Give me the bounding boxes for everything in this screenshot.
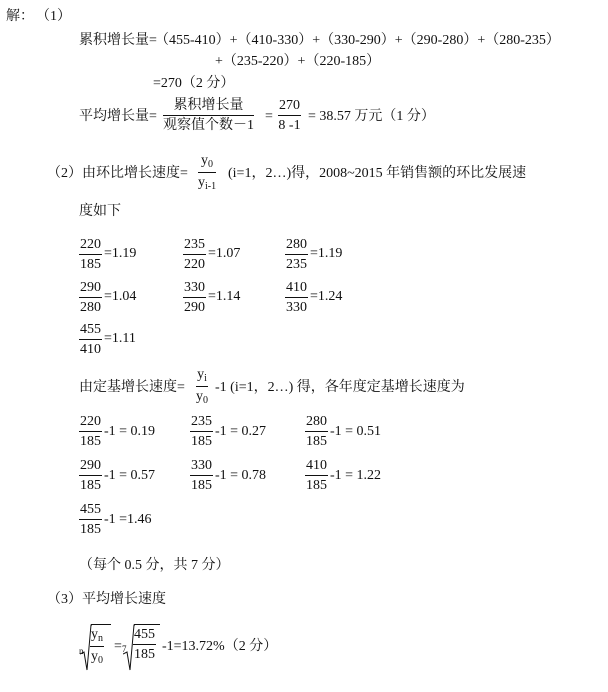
fraction-numerator: 330 [183, 281, 206, 298]
fraction-numerator: $y_0$ [198, 154, 216, 173]
fixed-base-intro-label: 由定基增长速度= [79, 380, 185, 395]
fixed-base-fraction [190, 415, 213, 449]
fixed-base-value: -1 = 0.78 [215, 468, 267, 483]
fixed-base-fraction [79, 503, 102, 537]
fraction-denominator: 观察值个数－1 [163, 118, 254, 133]
fixed-base-intro-tail: -1 (i=1，2…) 得，各年度定基增长速度为 [215, 380, 465, 395]
cumulative-growth-expression-1: （455-410）+（410-330）+（330-290）+（290-280）+（280-235） [155, 33, 560, 48]
fixed-base-value: -1 =1.46 [104, 512, 152, 527]
solution-label: 解： [6, 9, 34, 24]
fraction-numerator: 220 [79, 415, 102, 432]
radical-bar [134, 624, 160, 625]
fraction-numerator: 280 [305, 415, 328, 432]
average-growth-value-fraction [278, 99, 301, 133]
fraction-numerator: 270 [278, 99, 301, 116]
fraction-denominator: 185 [191, 434, 212, 449]
chain-ratio-formula-fraction [198, 154, 216, 192]
chain-ratio-value: =1.07 [208, 246, 241, 261]
fraction-denominator: $y_{i-1}$ [198, 175, 217, 192]
score-note: （每个 0.5 分，共 7 分） [79, 558, 230, 573]
fixed-base-fraction [79, 459, 102, 493]
cumulative-growth-label: 累积增长量= [79, 33, 157, 48]
chain-ratio-value: =1.19 [310, 246, 343, 261]
chain-ratio-fraction [183, 238, 206, 272]
chain-ratio-fraction [183, 281, 206, 315]
root-index-7: 7 [122, 644, 127, 654]
average-growth-rate-result: -1=13.72%（2 分） [162, 639, 278, 654]
fixed-base-value: -1 = 0.27 [215, 424, 267, 439]
fraction-denominator: 235 [286, 257, 307, 272]
cumulative-growth-expression-2: +（235-220）+（220-185） [215, 54, 381, 69]
fraction-numerator: 280 [285, 238, 308, 255]
fraction-numerator: 455 [133, 628, 156, 645]
fraction-denominator: 185 [80, 522, 101, 537]
chain-ratio-fraction [285, 281, 308, 315]
fraction-numerator: $y_i$ [196, 368, 208, 387]
fraction-numerator: 290 [79, 459, 102, 476]
radical-bar [91, 624, 111, 625]
fraction-numerator: 290 [79, 281, 102, 298]
fraction-denominator: 185 [306, 478, 327, 493]
cumulative-growth-result: =270（2 分） [153, 76, 235, 91]
part2-intro-line2: 度如下 [79, 204, 121, 219]
fraction-denominator: 185 [80, 478, 101, 493]
fixed-base-value: -1 = 1.22 [330, 468, 382, 483]
chain-ratio-fraction [79, 238, 102, 272]
fixed-base-fraction [305, 459, 328, 493]
chain-ratio-fraction [285, 238, 308, 272]
fraction-numerator: 累积增长量 [163, 99, 254, 116]
fixed-base-value: -1 = 0.19 [104, 424, 156, 439]
fraction-numerator: 235 [190, 415, 213, 432]
fraction-denominator: 8 -1 [278, 118, 301, 133]
fraction-numerator: 410 [285, 281, 308, 298]
fraction-numerator: 330 [190, 459, 213, 476]
fraction-numerator: $y_n$ [90, 628, 104, 647]
fixed-base-fraction [79, 415, 102, 449]
chain-ratio-fraction [79, 281, 102, 315]
part1-label: （1） [36, 9, 71, 24]
average-growth-formula-fraction [163, 99, 254, 133]
chain-ratio-value: =1.11 [104, 331, 136, 346]
fixed-base-value: -1 = 0.57 [104, 468, 156, 483]
fraction-denominator: 410 [80, 342, 101, 357]
equals-sign: = [265, 109, 273, 124]
average-growth-result: = 38.57 万元（1 分） [308, 109, 435, 124]
part3-label: （3）平均增长速度 [47, 592, 166, 607]
part2-intro-tail: (i=1，2…)得，2008~2015 年销售额的环比发展速 [228, 166, 527, 181]
fraction-numerator: 220 [79, 238, 102, 255]
root-index-n: n [79, 646, 84, 656]
fixed-base-fraction [305, 415, 328, 449]
equals-sign: = [114, 639, 122, 654]
fixed-base-value: -1 = 0.51 [330, 424, 382, 439]
part2-intro-label: （2）由环比增长速度= [47, 166, 188, 181]
growth-value-fraction [133, 628, 156, 662]
fraction-numerator: 410 [305, 459, 328, 476]
chain-ratio-value: =1.14 [208, 289, 241, 304]
fraction-denominator: 185 [191, 478, 212, 493]
fixed-base-fraction [190, 459, 213, 493]
chain-ratio-fraction [79, 323, 102, 357]
chain-ratio-value: =1.19 [104, 246, 137, 261]
fraction-denominator: 220 [184, 257, 205, 272]
average-growth-label: 平均增长量= [79, 109, 157, 124]
fraction-denominator: 330 [286, 300, 307, 315]
fraction-denominator: 185 [80, 434, 101, 449]
fraction-denominator: $y_0$ [196, 389, 208, 406]
fraction-denominator: 290 [184, 300, 205, 315]
fraction-numerator: 455 [79, 323, 102, 340]
chain-ratio-value: =1.04 [104, 289, 137, 304]
fraction-denominator: 185 [134, 647, 155, 662]
fraction-denominator: 185 [306, 434, 327, 449]
growth-ratio-fraction [90, 628, 104, 666]
chain-ratio-value: =1.24 [310, 289, 343, 304]
fraction-numerator: 455 [79, 503, 102, 520]
fraction-denominator: $y_0$ [91, 649, 103, 666]
fraction-denominator: 280 [80, 300, 101, 315]
fraction-numerator: 235 [183, 238, 206, 255]
fraction-denominator: 185 [80, 257, 101, 272]
fixed-base-formula-fraction [196, 368, 208, 406]
